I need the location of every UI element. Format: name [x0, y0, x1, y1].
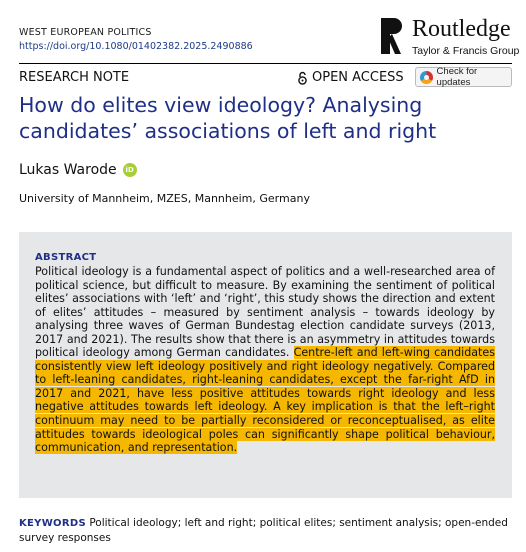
- open-access-badge: [297, 70, 404, 85]
- publisher-logo: [380, 14, 520, 60]
- author-name[interactable]: Lukas Warode: [19, 162, 117, 178]
- header-rule: [19, 63, 512, 64]
- abstract-box: [19, 232, 512, 498]
- journal-name: WEST EUROPEAN POLITICS: [19, 27, 152, 38]
- check-updates-icon: [420, 71, 433, 84]
- keywords: [19, 516, 512, 545]
- article-title: How do elites view ideology? Analysing candidates’ associations of left and right: [19, 93, 437, 143]
- open-access-label: OPEN ACCESS: [312, 70, 404, 85]
- abstract-text: [35, 265, 495, 455]
- abstract-text-plain: Political ideology is a fundamental aspect of politics and a well-researched area of political science, but difficult to measure. By examining the sentiment of political elites’ associations with ‘left’ and ‘right’, this study shows the direction and extent of elites’ attitudes – measured by sentiment analysis – towards ideology by analysing three waves of German Bundestag election candidate surveys (2013, 2017 and 2021). The results show that there is an asymmetry in attitudes towards political ideology among German candidates.: [35, 265, 495, 360]
- check-for-updates-button[interactable]: [415, 67, 512, 87]
- author-line: [19, 162, 137, 178]
- section-label: RESEARCH NOTE: [19, 70, 130, 85]
- orcid-icon[interactable]: iD: [123, 163, 137, 177]
- doi-link[interactable]: https://doi.org/10.1080/01402382.2025.2490886: [19, 41, 253, 52]
- keywords-label: KEYWORDS: [19, 518, 86, 529]
- affiliation: University of Mannheim, MZES, Mannheim, Germany: [19, 192, 310, 205]
- abstract-heading: ABSTRACT: [35, 252, 97, 263]
- open-lock-icon: [297, 71, 308, 85]
- publisher-subtitle: Taylor & Francis Group: [412, 45, 520, 57]
- keywords-text: Political ideology; left and right; political elites; sentiment analysis; open-ended survey responses: [19, 517, 508, 544]
- abstract-text-highlighted: Centre-left and left-wing candidates consistently view left ideology positively and right ideology negatively. Compared to left-leaning candidates, right-leaning candidates, except the far-right AfD in 2017 and 2021, have less positive attitudes towards right ideology and less negative attitudes towards left ideology. A key implication is that the left–right continuum may need to be partially reconsidered or reconceptualised, as elite attitudes towards ideological poles can significantly shape political behaviour, communication, and representation.: [35, 346, 495, 455]
- publisher-name: Routledge: [412, 16, 511, 42]
- routledge-mark-icon: [380, 16, 402, 56]
- check-for-updates-label: Check for updates: [436, 66, 478, 88]
